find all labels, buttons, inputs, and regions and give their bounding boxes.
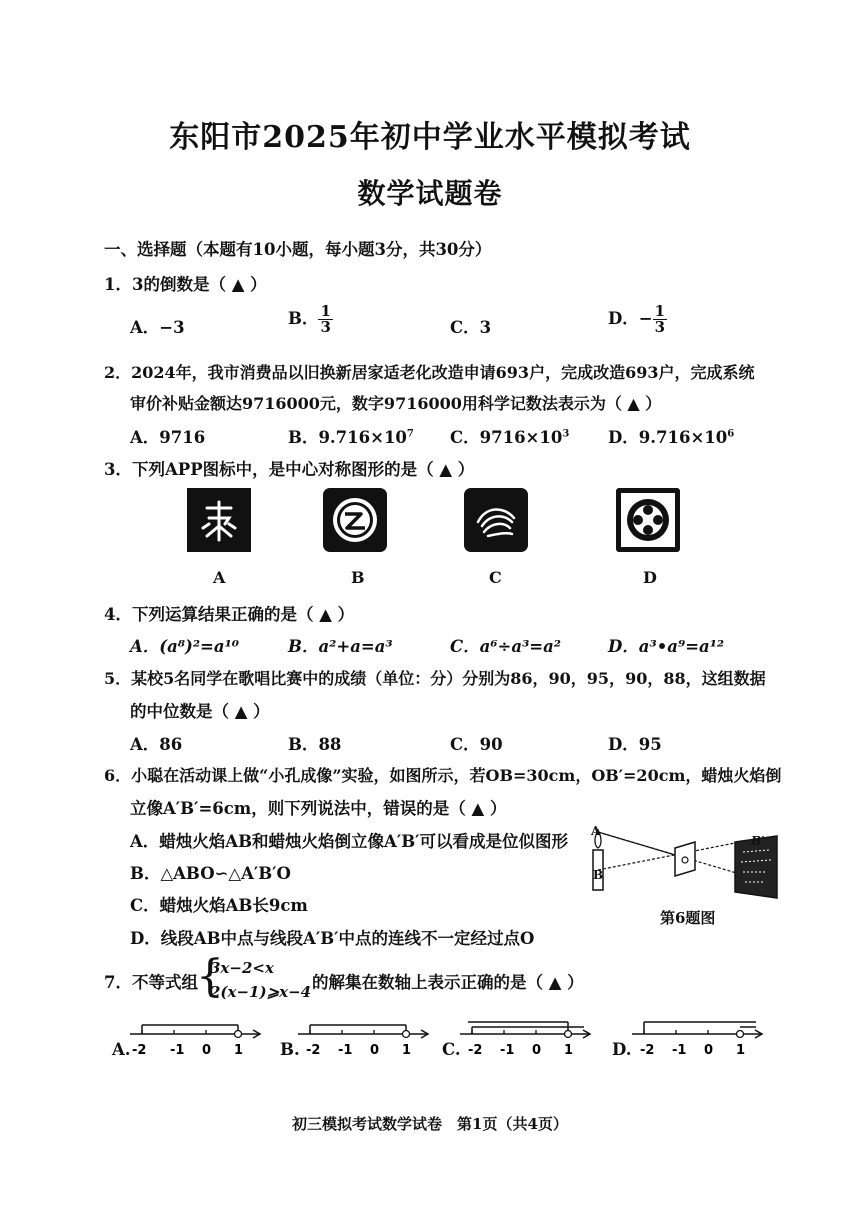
app-icon-b <box>323 488 387 552</box>
section-heading: 一、选择题（本题有10小题，每小题3分，共30分） <box>104 240 492 259</box>
tick-label: -2 <box>468 1043 483 1058</box>
app-icon-d <box>616 488 680 552</box>
fig-label-bprime: B′ <box>751 834 765 848</box>
q1-stem: 1．3的倒数是（ ▲ ） <box>104 275 267 294</box>
q1-option-b: B． $\frac{1}{3}$ <box>288 302 331 336</box>
q1-option-d: D．− $\frac{1}{3}$ <box>608 302 666 336</box>
q2-line2: 审价补贴金额达9716000元，数字9716000用科学记数法表示为（ ▲ ） <box>130 394 662 413</box>
q5-option-c: C．90 <box>450 735 503 754</box>
tick-label: 1 <box>402 1043 412 1058</box>
q4-option-b: B．a²+a=a³ <box>288 637 393 656</box>
q6-figure <box>585 822 785 907</box>
page-title: 东阳市2025年初中学业水平模拟考试 <box>169 120 691 155</box>
q7-label-b: B. <box>280 1040 300 1059</box>
open-endpoint <box>403 1031 410 1038</box>
tick-label: 1 <box>564 1043 574 1058</box>
page-footer: 初三模拟考试数学试卷 第1页（共4页） <box>292 1115 568 1133</box>
q2-line1: 2．2024年，我市消费品以旧换新居家适老化改造申请693户，完成改造693户，完成系统 <box>104 363 755 382</box>
q4-stem: 4．下列运算结果正确的是（ ▲ ） <box>104 605 355 624</box>
q7-brace: { <box>196 951 224 1002</box>
tick-label: 1 <box>234 1043 244 1058</box>
q7-ineq2: 2(x−1)⩾x−4 <box>210 983 312 1001</box>
stylized-character-icon <box>187 488 251 552</box>
q1-option-c: C．3 <box>450 318 492 337</box>
q7-label-a: A. <box>112 1040 131 1059</box>
tick-label: -2 <box>132 1043 147 1058</box>
fig-label-b: B <box>593 868 604 882</box>
q7-number-lines <box>126 1014 816 1064</box>
open-endpoint <box>235 1031 242 1038</box>
open-endpoint <box>737 1031 744 1038</box>
tick-label: 0 <box>704 1043 714 1058</box>
tick-label: 0 <box>202 1043 212 1058</box>
icon-label-b: B <box>351 568 365 587</box>
q5-option-a: A．86 <box>130 735 183 754</box>
q4-option-c: C．a⁶÷a³=a² <box>450 637 562 656</box>
q5-option-b: B．88 <box>288 735 342 754</box>
q7-suffix: 的解集在数轴上表示正确的是（ ▲ ） <box>312 973 584 992</box>
q2-option-c: C．$9716\times 10^3$ <box>450 428 570 447</box>
q7-prefix: 7．不等式组 <box>104 973 198 992</box>
icon-label-d: D <box>643 568 657 587</box>
q6-line1: 6．小聪在活动课上做“小孔成像”实验，如图所示，若OB=30cm，OB′=20cm，蜡烛火焰倒 <box>104 766 782 785</box>
q2-option-a: A．9716 <box>130 428 206 447</box>
tick-label: -1 <box>672 1043 687 1058</box>
q2-option-d: D．$9.716\times 10^6$ <box>608 428 735 447</box>
q5-line2: 的中位数是（ ▲ ） <box>130 702 270 721</box>
q6-option-c: C．蜡烛火焰AB长9cm <box>130 896 308 915</box>
q7-label-c: C. <box>442 1040 461 1059</box>
q6-option-a: A．蜡烛火焰AB和蜡烛火焰倒立像A′B′可以看成是位似图形 <box>130 832 568 851</box>
tick-label: 1 <box>736 1043 746 1058</box>
wave-icon <box>464 488 528 552</box>
target-rings-icon <box>616 488 680 552</box>
page-subtitle: 数学试题卷 <box>357 177 503 210</box>
app-icon-c <box>464 488 528 552</box>
icon-label-a: A <box>213 568 226 587</box>
app-icon-a <box>187 488 251 552</box>
q3-stem: 3．下列APP图标中，是中心对称图形的是（ ▲ ） <box>104 460 475 479</box>
tick-label: -1 <box>338 1043 353 1058</box>
q6-option-d: D．线段AB中点与线段A′B′中点的连线不一定经过点O <box>130 929 535 948</box>
tick-label: -1 <box>500 1043 515 1058</box>
tick-label: -2 <box>306 1043 321 1058</box>
tick-label: 0 <box>370 1043 380 1058</box>
number-line-svg <box>126 1014 816 1064</box>
q4-option-d: D．a³•a⁹=a¹² <box>608 637 725 656</box>
q1-option-a: A．−3 <box>130 318 185 337</box>
q6-line2: 立像A′B′=6cm，则下列说法中，错误的是（ ▲ ） <box>130 799 507 818</box>
open-endpoint <box>565 1031 572 1038</box>
fig-label-a: A <box>591 824 601 838</box>
q7-label-d: D. <box>612 1040 632 1059</box>
q6-option-b: B．△ABO∽△A′B′O <box>130 864 291 883</box>
q2-option-b: B．$9.716\times 10^7$ <box>288 428 414 447</box>
q4-option-a: A．(a⁸)²=a¹⁰ <box>130 637 240 656</box>
q5-option-d: D．95 <box>608 735 662 754</box>
circle-swirl-icon <box>323 488 387 552</box>
tick-label: -2 <box>640 1043 655 1058</box>
q5-line1: 5．某校5名同学在歌唱比赛中的成绩（单位：分）分别为86，90，95，90，88，这组数据 <box>104 669 766 688</box>
q6-fig-caption: 第6题图 <box>660 909 716 927</box>
q7-ineq1: 3x−2<x <box>210 959 274 977</box>
icon-label-c: C <box>489 568 502 587</box>
tick-label: 0 <box>532 1043 542 1058</box>
tick-label: -1 <box>170 1043 185 1058</box>
